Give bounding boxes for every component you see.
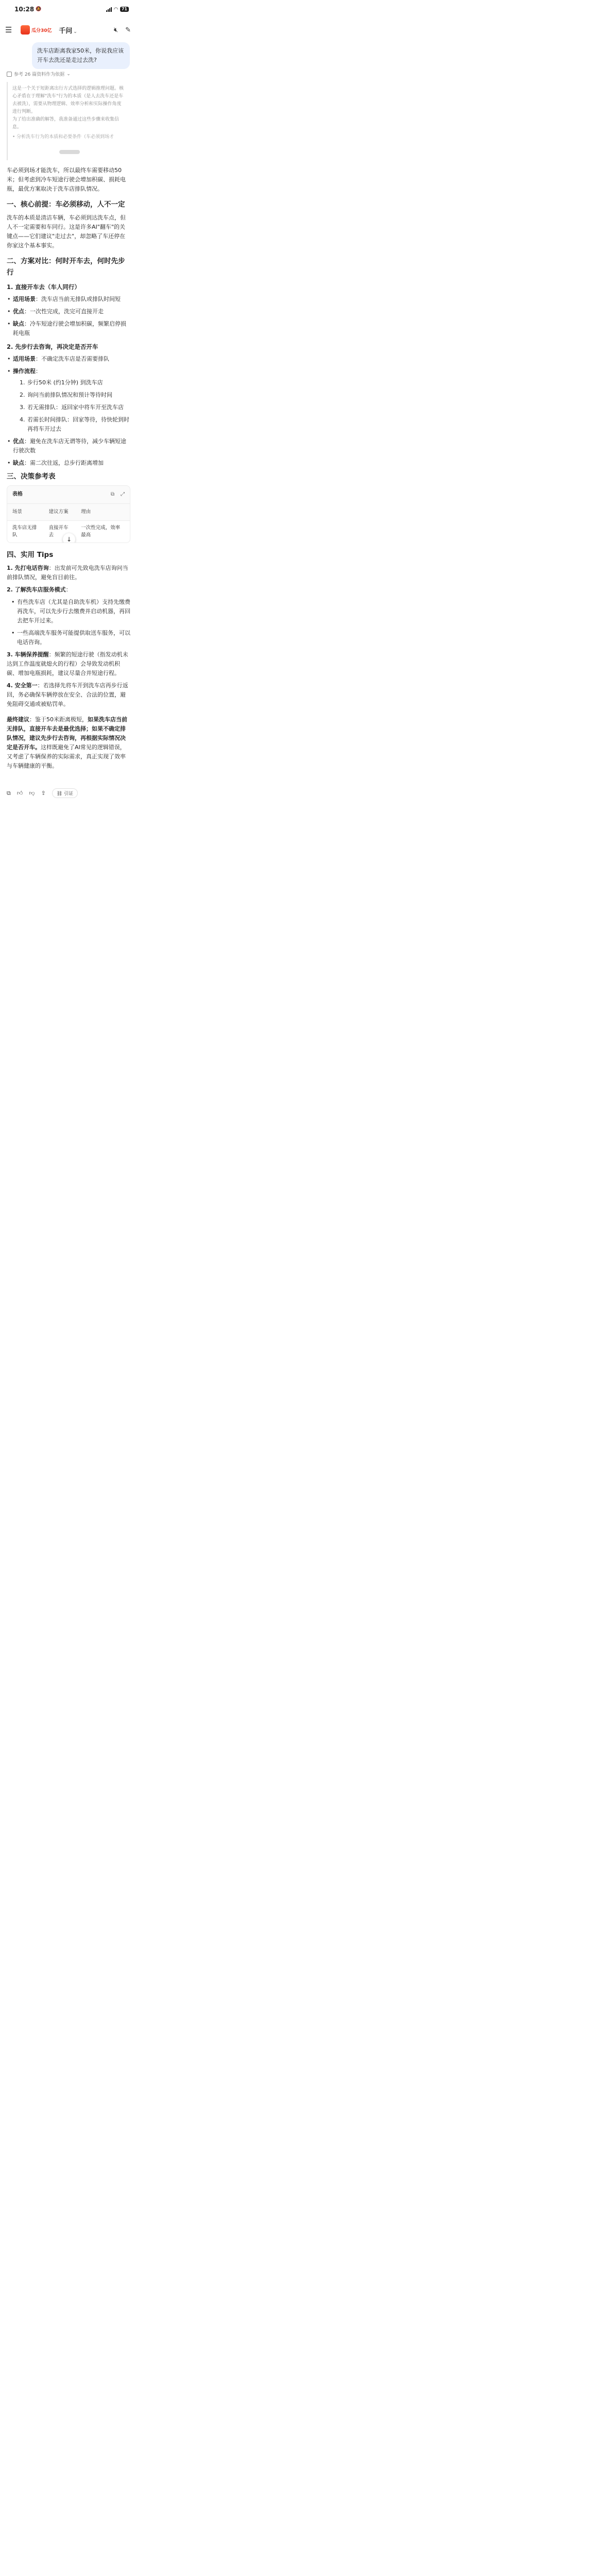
reference-icon bbox=[7, 72, 12, 77]
item-text: ：冷车短途行驶会增加积碳，频繁启停损耗电瓶 bbox=[13, 320, 126, 336]
menu-icon[interactable]: ☰ bbox=[5, 25, 12, 35]
step-item bbox=[13, 391, 130, 400]
table-cell: 直接开车去 bbox=[44, 521, 76, 543]
conclusion bbox=[7, 715, 130, 771]
message-actions bbox=[7, 788, 78, 798]
scroll-down-button[interactable]: ↓ bbox=[63, 533, 75, 543]
list-item bbox=[7, 367, 130, 434]
nav-icons bbox=[114, 26, 131, 34]
thinking-paragraph: 这是一个关于短距离出行方式选择的逻辑推理问题。核心矛盾在于理解"洗车"行为的本质（是人去洗车还是车去被洗），需要从物理逻辑、效率分析和实际操作角度进行判断。 bbox=[12, 86, 124, 114]
thumbs-up-icon[interactable]: 👍︎ bbox=[16, 790, 23, 796]
tip-label: 3. 车辆保养提醒 bbox=[7, 651, 49, 658]
conclusion-text: 这样既避免了AI常见的逻辑错误，又考虑了车辆保养的实际需求，真正实现了效率与车辆健康的平衡。 bbox=[7, 744, 126, 769]
section-heading: 四、实用 Tips bbox=[7, 551, 54, 559]
link-icon: ⛓ bbox=[56, 791, 63, 796]
user-message-bubble: 洗车店距离我家50米，你说我应该开车去洗还是走过去洗? bbox=[32, 42, 130, 69]
list-item: • 一些高端洗车服务可能提供取送车服务，可以电话咨询。 bbox=[11, 629, 130, 647]
promo-text: 瓜分30亿 bbox=[31, 28, 52, 33]
item-text: ：一次性完成，洗完可直接开走 bbox=[24, 308, 104, 315]
column-header: 场景 bbox=[7, 504, 44, 521]
thumbs-down-icon[interactable]: 👎︎ bbox=[29, 790, 35, 796]
plan-list bbox=[7, 354, 130, 468]
cite-label: 引证 bbox=[64, 791, 74, 796]
conclusion-text: ：鉴于50米距离极短， bbox=[29, 716, 88, 723]
step-number: 1. bbox=[20, 379, 25, 386]
column-header: 建议方案 bbox=[44, 504, 76, 521]
answer-body bbox=[7, 166, 130, 776]
copy-icon[interactable]: ⧉ bbox=[110, 492, 114, 497]
section-heading: 三、决策参考表 bbox=[7, 472, 56, 481]
item-text: ：不确定洗车店是否需要排队 bbox=[36, 355, 109, 362]
status-time bbox=[14, 6, 41, 13]
thinking-paragraph: 为了给出准确的解答，我准备通过这些步骤来收集信息。 bbox=[12, 117, 120, 130]
step-list bbox=[13, 378, 130, 434]
reference-note[interactable] bbox=[7, 71, 71, 77]
tip-item bbox=[7, 650, 130, 678]
list-item: • 有些洗车店（尤其是自助洗车机）支持先缴费再洗车，可以先步行去缴费并启动机器，再回去把车开过来。 bbox=[11, 598, 130, 625]
column-header: 理由 bbox=[76, 504, 130, 521]
cite-button[interactable] bbox=[52, 788, 78, 798]
clock-text: 10:28 bbox=[14, 6, 35, 13]
list-item bbox=[7, 437, 130, 455]
step-number: 3. bbox=[20, 404, 25, 411]
item-label: 优点 bbox=[13, 438, 24, 445]
tip-text: ：若选择先将车开到洗车店再步行返回，务必确保车辆停放在安全、合法的位置，避免阻碍交通或被贴罚单。 bbox=[7, 682, 128, 707]
conclusion-label: 最终建议 bbox=[7, 716, 29, 723]
plan-heading: 2. 先步行去咨询，再决定是否开车 bbox=[7, 343, 98, 350]
plan-list bbox=[7, 295, 130, 338]
status-indicators bbox=[106, 7, 129, 12]
chevron-down-icon: ⌄ bbox=[66, 71, 71, 77]
list-item bbox=[7, 307, 130, 316]
decision-table-card bbox=[7, 485, 130, 543]
signal-icon bbox=[106, 7, 112, 12]
step-item bbox=[13, 415, 130, 434]
mute-bell-icon: 🔕 bbox=[36, 7, 42, 12]
promo-banner[interactable] bbox=[21, 25, 52, 35]
expand-icon[interactable]: ⤢ bbox=[121, 492, 125, 497]
section-heading: 一、核心前提：车必须移动，人不一定 bbox=[7, 200, 125, 209]
tip-item bbox=[7, 564, 130, 582]
top-nav bbox=[0, 21, 136, 39]
section-heading: 二、方案对比：何时开车去，何时先步行 bbox=[7, 257, 125, 277]
section-body: 洗车的本质是清洁车辆，车必须到达洗车点，但人不一定需要和车同行。这是许多AI"翻车"的关键点——它们建议"走过去"，却忽略了车还停在你家这个基本事实。 bbox=[7, 214, 126, 249]
item-label: 适用场景 bbox=[13, 296, 36, 302]
tip-item bbox=[7, 585, 130, 647]
step-text: 若无需排队：返回家中将车开至洗车店 bbox=[27, 404, 124, 411]
chevron-down-icon: ⌄ bbox=[73, 29, 77, 35]
item-label: 操作流程 bbox=[13, 368, 36, 375]
step-text: 询问当前排队情况和预计等待时间 bbox=[27, 392, 112, 398]
loading-indicator bbox=[59, 150, 80, 154]
item-text: ：洗车店当前无排队或排队时间短 bbox=[36, 296, 121, 302]
item-label: 优点 bbox=[13, 308, 24, 315]
tip-label: 4. 安全第一 bbox=[7, 682, 38, 689]
answer-intro: 车必须到场才能洗车，所以最终车需要移动50米；但考虑到冷车短途行驶会增加积碳、损耗电瓶，最优方案取决于洗车店排队情况。 bbox=[7, 167, 126, 192]
item-label: 缺点 bbox=[13, 320, 24, 327]
step-number: 2. bbox=[20, 392, 25, 398]
tip-text: ：频繁的短途行驶（指发动机未达到工作温度就熄火的行程）会导致发动机积碳、增加电瓶损耗，建议尽量合并短途行程。 bbox=[7, 651, 128, 676]
item-label: 适用场景 bbox=[13, 355, 36, 362]
new-chat-icon[interactable]: ✎ bbox=[125, 26, 131, 34]
copy-icon[interactable]: ⧉ bbox=[7, 789, 11, 796]
item-text: ：避免在洗车店无谓等待，减少车辆短途行驶次数 bbox=[13, 438, 126, 454]
table-tools bbox=[111, 490, 125, 499]
share-icon[interactable]: ⇪ bbox=[41, 790, 46, 796]
thinking-bullet-text: 分析洗车行为的本质和必要条件（车必须到场才 bbox=[16, 134, 114, 140]
table-cell: 一次性完成，效率最高 bbox=[76, 521, 130, 543]
speaker-mute-icon[interactable]: 🔇︎ bbox=[113, 26, 119, 34]
tip-item bbox=[7, 681, 130, 709]
tip-label: 2. 了解洗车店服务模式 bbox=[7, 586, 66, 593]
plan-heading: 1. 直接开车去（车人同行） bbox=[7, 283, 80, 291]
tip-text: ： bbox=[65, 586, 72, 593]
tip-text: ：出发前可先致电洗车店询问当前排队情况，避免盲目前往。 bbox=[7, 565, 128, 581]
reference-text: 参考 26 篇资料作为依据 bbox=[14, 72, 65, 77]
conclusion-bold-text: 如果洗车店当前无排队，直接开车去是最优选择；如果不确定排队情况，建议先步行去咨询，再根据实际情况决定是否开车。 bbox=[7, 716, 127, 751]
step-item bbox=[13, 403, 130, 412]
thinking-panel[interactable] bbox=[7, 82, 129, 160]
tip-sublist bbox=[11, 598, 130, 647]
battery-icon: 71 bbox=[120, 7, 129, 12]
item-text: ：需二次往返，总步行距离增加 bbox=[24, 460, 104, 466]
thinking-bullet: • 分析洗车行为的本质和必要条件（车必须到场才 bbox=[12, 134, 114, 140]
list-item bbox=[7, 354, 130, 364]
model-name: 千问 bbox=[59, 27, 73, 35]
list-item bbox=[7, 459, 130, 468]
promo-logo bbox=[21, 25, 30, 35]
list-item bbox=[7, 295, 130, 304]
table-title: 表格 bbox=[12, 492, 23, 497]
list-item bbox=[7, 319, 130, 338]
step-number: 4. bbox=[20, 416, 25, 423]
tips-list bbox=[7, 564, 130, 709]
status-bar bbox=[0, 0, 136, 19]
step-text: 步行50米 (约1分钟) 到洗车店 bbox=[27, 379, 103, 386]
table-header-bar bbox=[7, 486, 130, 503]
step-item bbox=[13, 378, 130, 387]
item-text: ： bbox=[36, 368, 41, 375]
step-text: 若需长时间排队：回家等待，待快轮到时再将车开过去 bbox=[27, 416, 129, 432]
tip-label: 1. 先打电话咨询 bbox=[7, 565, 49, 571]
table-header-row bbox=[7, 504, 130, 521]
table-cell: 洗车店无排队 bbox=[7, 521, 44, 543]
wifi-icon: ◠ bbox=[114, 6, 118, 12]
item-label: 缺点 bbox=[13, 460, 24, 466]
